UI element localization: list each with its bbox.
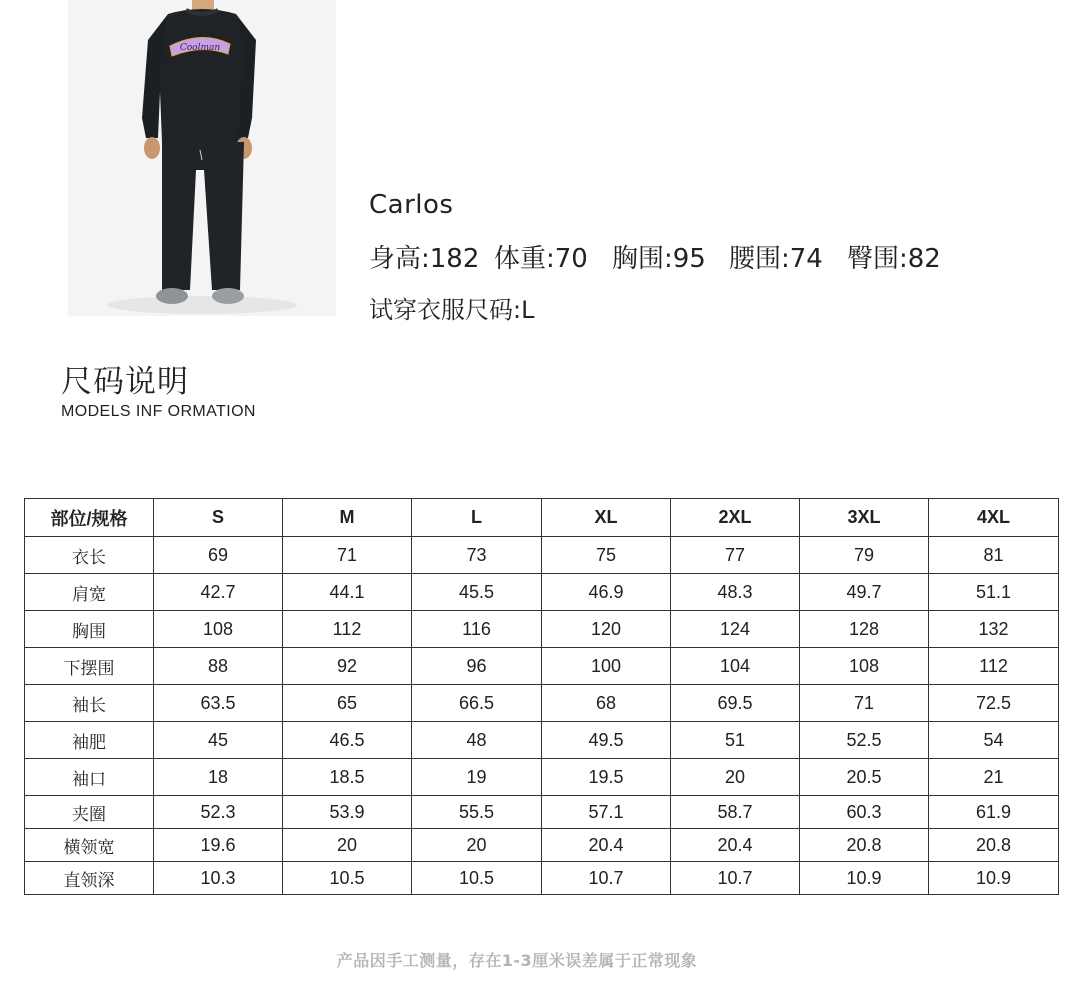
header-cell: M [283, 499, 412, 537]
value-cell: 19.6 [154, 829, 283, 862]
value-cell: 112 [929, 648, 1059, 685]
row-label-cell: 肩宽 [25, 574, 154, 611]
model-name: Carlos [369, 190, 454, 220]
measurement-note: 产品因手工测量，存在1-3厘米误差属于正常现象 [336, 951, 698, 970]
section-title: 尺码说明 [61, 364, 189, 400]
value-cell: 10.5 [412, 862, 542, 895]
value-cell: 71 [800, 685, 929, 722]
model-chest: 胸围:95 [612, 244, 706, 274]
value-cell: 18.5 [283, 759, 412, 796]
value-cell: 19 [412, 759, 542, 796]
header-cell: 2XL [671, 499, 800, 537]
model-size-tried: 试穿衣服尺码:L [369, 296, 535, 324]
value-cell: 57.1 [542, 796, 671, 829]
header-cell: L [412, 499, 542, 537]
value-cell: 44.1 [283, 574, 412, 611]
value-cell: 48.3 [671, 574, 800, 611]
header-cell: XL [542, 499, 671, 537]
row-label-cell: 袖口 [25, 759, 154, 796]
value-cell: 112 [283, 611, 412, 648]
section-subtitle: MODELS INF ORMATION [61, 403, 256, 420]
value-cell: 69.5 [671, 685, 800, 722]
model-photo [68, 0, 336, 316]
value-cell: 128 [800, 611, 929, 648]
value-cell: 63.5 [154, 685, 283, 722]
row-label-cell: 下摆围 [25, 648, 154, 685]
value-cell: 20.8 [800, 829, 929, 862]
value-cell: 96 [412, 648, 542, 685]
value-cell: 65 [283, 685, 412, 722]
value-cell: 18 [154, 759, 283, 796]
value-cell: 21 [929, 759, 1059, 796]
table-row [25, 796, 1059, 829]
table-row [25, 648, 1059, 685]
value-cell: 52.5 [800, 722, 929, 759]
row-label-cell: 袖肥 [25, 722, 154, 759]
header-cell: 部位/规格 [25, 499, 154, 537]
value-cell: 104 [671, 648, 800, 685]
table-row [25, 537, 1059, 574]
value-cell: 52.3 [154, 796, 283, 829]
value-cell: 92 [283, 648, 412, 685]
value-cell: 54 [929, 722, 1059, 759]
value-cell: 108 [800, 648, 929, 685]
value-cell: 53.9 [283, 796, 412, 829]
value-cell: 132 [929, 611, 1059, 648]
model-waist: 腰围:74 [729, 244, 823, 274]
model-weight: 体重:70 [494, 244, 588, 274]
row-label-cell: 横领宽 [25, 829, 154, 862]
model-height: 身高:182 [369, 244, 480, 274]
value-cell: 49.7 [800, 574, 929, 611]
value-cell: 10.3 [154, 862, 283, 895]
value-cell: 79 [800, 537, 929, 574]
table-row [25, 722, 1059, 759]
table-row [25, 685, 1059, 722]
value-cell: 10.7 [542, 862, 671, 895]
table-row [25, 611, 1059, 648]
value-cell: 81 [929, 537, 1059, 574]
value-cell: 120 [542, 611, 671, 648]
header-cell: 3XL [800, 499, 929, 537]
value-cell: 55.5 [412, 796, 542, 829]
value-cell: 10.5 [283, 862, 412, 895]
value-cell: 45 [154, 722, 283, 759]
value-cell: 51.1 [929, 574, 1059, 611]
shirt-logo-text: Coolman [179, 43, 221, 53]
value-cell: 20 [283, 829, 412, 862]
value-cell: 66.5 [412, 685, 542, 722]
value-cell: 72.5 [929, 685, 1059, 722]
row-label-cell: 胸围 [25, 611, 154, 648]
table-row [25, 574, 1059, 611]
value-cell: 10.7 [671, 862, 800, 895]
value-cell: 75 [542, 537, 671, 574]
value-cell: 20.5 [800, 759, 929, 796]
value-cell: 45.5 [412, 574, 542, 611]
header-cell: 4XL [929, 499, 1059, 537]
value-cell: 51 [671, 722, 800, 759]
value-cell: 10.9 [929, 862, 1059, 895]
value-cell: 68 [542, 685, 671, 722]
value-cell: 71 [283, 537, 412, 574]
row-label-cell: 袖长 [25, 685, 154, 722]
model-measurements [369, 238, 941, 275]
header-cell: S [154, 499, 283, 537]
value-cell: 49.5 [542, 722, 671, 759]
value-cell: 69 [154, 537, 283, 574]
value-cell: 48 [412, 722, 542, 759]
value-cell: 116 [412, 611, 542, 648]
value-cell: 88 [154, 648, 283, 685]
value-cell: 100 [542, 648, 671, 685]
table-row [25, 829, 1059, 862]
value-cell: 19.5 [542, 759, 671, 796]
value-cell: 73 [412, 537, 542, 574]
value-cell: 77 [671, 537, 800, 574]
value-cell: 10.9 [800, 862, 929, 895]
value-cell: 108 [154, 611, 283, 648]
value-cell: 20 [671, 759, 800, 796]
row-label-cell: 衣长 [25, 537, 154, 574]
size-chart-table [24, 498, 1059, 895]
value-cell: 20.8 [929, 829, 1059, 862]
table-row [25, 862, 1059, 895]
row-label-cell: 夹圈 [25, 796, 154, 829]
value-cell: 60.3 [800, 796, 929, 829]
value-cell: 61.9 [929, 796, 1059, 829]
table-header-row [25, 499, 1059, 537]
value-cell: 20 [412, 829, 542, 862]
value-cell: 46.5 [283, 722, 412, 759]
value-cell: 58.7 [671, 796, 800, 829]
value-cell: 46.9 [542, 574, 671, 611]
row-label-cell: 直领深 [25, 862, 154, 895]
value-cell: 20.4 [671, 829, 800, 862]
table-row [25, 759, 1059, 796]
model-hip: 臀围:82 [847, 244, 941, 274]
value-cell: 124 [671, 611, 800, 648]
value-cell: 42.7 [154, 574, 283, 611]
value-cell: 20.4 [542, 829, 671, 862]
